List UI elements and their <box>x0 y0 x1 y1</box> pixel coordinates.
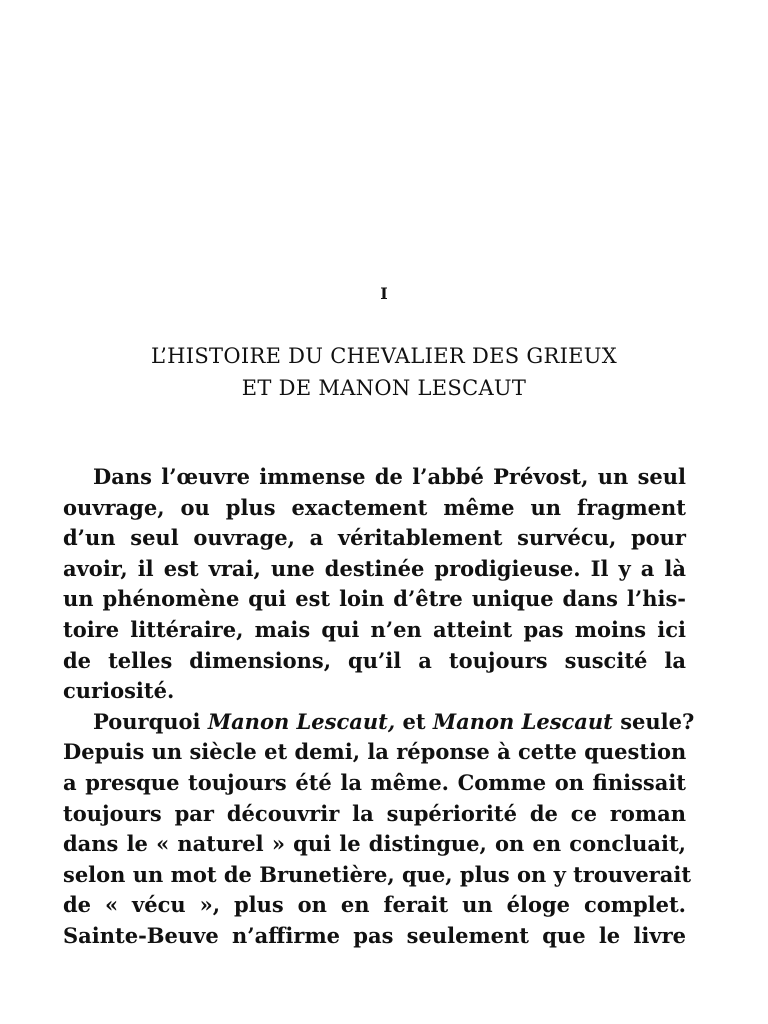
text-line: a presque toujours été la même. Comme on finissait <box>63 769 686 795</box>
chapter-title-line-2: ET DE MANON LESCAUT <box>241 376 527 400</box>
paragraph-1 <box>63 462 686 707</box>
text-line: d’un seul ouvrage, a véritablement survécu, pour <box>63 525 686 551</box>
text-line: Dans l’œuvre immense de l’abbé Prévost, un seul <box>93 464 686 489</box>
text-line: ouvrage, ou plus exactement même un fragment <box>63 494 686 520</box>
text-fragment: et <box>395 708 433 734</box>
text-fragment: seule? <box>612 708 695 734</box>
text-line: de telles dimensions, qu’il a toujours suscité la <box>63 647 686 673</box>
text-line: avoir, il est vrai, une destinée prodigieuse. Il y a là <box>63 555 686 581</box>
text-line: un phénomène qui est loin d’être unique dans l’his- <box>63 586 686 612</box>
text-line: curiosité. <box>63 678 175 704</box>
book-title: Manon Lescaut <box>432 708 613 734</box>
text-line: Sainte-Beuve n’affirme pas seulement que le livre <box>63 922 686 948</box>
text-line: dans le « naturel » qui le distingue, on en concluait, <box>63 831 686 857</box>
chapter-title-line-1: L’HISTOIRE DU CHEVALIER DES GRIEUX <box>150 344 618 368</box>
text-line-with-titles <box>63 707 695 738</box>
text-line: selon un mot de Brunetière, que, plus on y trouverait <box>63 861 692 887</box>
text-fragment: Pourquoi <box>93 708 208 734</box>
text-line: toire littéraire, mais qui n’en atteint pas moins ici <box>63 616 686 642</box>
book-title: Manon Lescaut, <box>207 708 396 734</box>
paragraph-2 <box>63 707 695 952</box>
chapter-title <box>60 340 708 404</box>
text-line: toujours par découvrir la supériorité de ce roman <box>63 800 686 826</box>
text-line: Depuis un siècle et demi, la réponse à cette question <box>63 739 687 765</box>
text-line: de « vécu », plus on en ferait un éloge complet. <box>63 892 686 918</box>
body-text <box>63 462 695 952</box>
chapter-number: I <box>380 284 388 303</box>
